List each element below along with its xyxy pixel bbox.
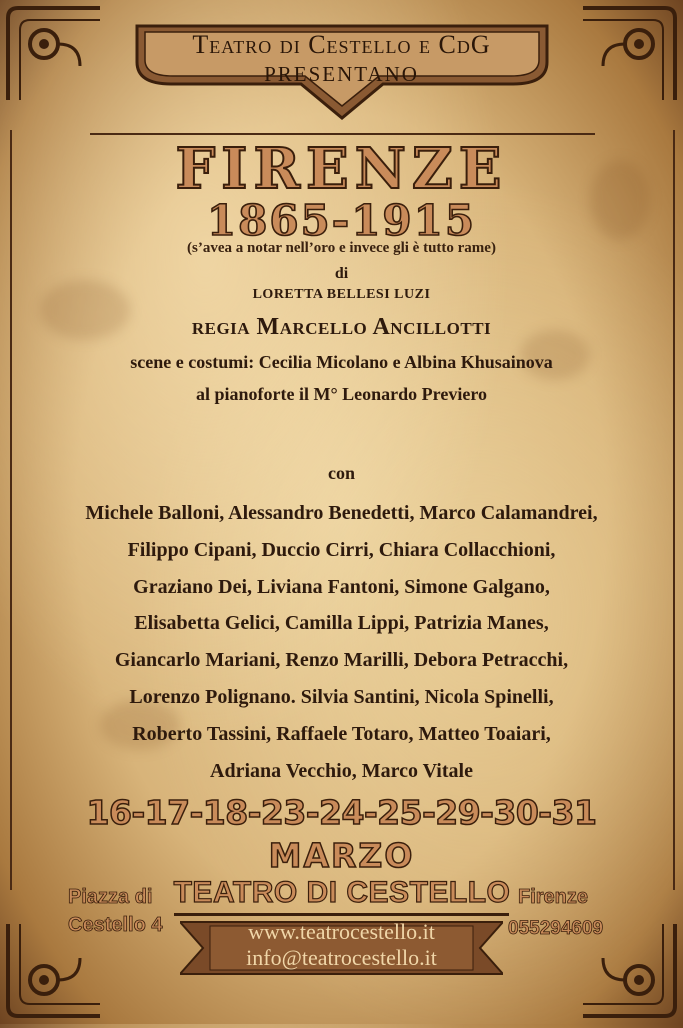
by-label: di <box>334 265 349 282</box>
cast-line: Michele Balloni, Alessandro Benedetti, Marco Calamandrei, <box>85 502 598 524</box>
presenter-names: Teatro di Cestello e CdG <box>192 30 491 59</box>
pianist-credit: al pianoforte il M° Leonardo Previero <box>196 384 487 404</box>
cast-line: Adriana Vecchio, Marco Vitale <box>210 759 473 782</box>
cast-intro: con <box>328 463 355 483</box>
address-line-1: Piazza di <box>68 886 153 908</box>
presenter-verb: PRESENTANO <box>264 62 419 86</box>
performance-dates: 16-17-18-23-24-25-29-30-31 <box>86 793 597 832</box>
cast-line: Lorenzo Polignano. Silvia Santini, Nicola Spinelli, <box>129 685 554 708</box>
show-subtitle: (s’avea a notar nell’oro e invece gli è tutto rame) <box>187 240 496 256</box>
city-name: Firenze <box>518 886 589 908</box>
email-link[interactable]: info@teatrocestello.it <box>246 945 437 970</box>
director-credit: regia Marcello Ancillotti <box>191 314 492 340</box>
cast-line: Graziano Dei, Liviana Fantoni, Simone Galgano, <box>133 575 550 598</box>
website-link[interactable]: www.teatrocestello.it <box>248 919 435 944</box>
divider-line <box>90 133 595 135</box>
cast-line: Elisabetta Gelici, Camilla Lippi, Patrizia Manes, <box>134 612 549 635</box>
venue-name: TEATRO DI CESTELLO <box>173 876 511 909</box>
cast-line: Roberto Tassini, Raffaele Totaro, Matteo Toaiari, <box>132 722 551 745</box>
cast-list <box>0 495 683 789</box>
show-title: FIRENZE <box>175 136 508 202</box>
author-name: LORETTA BELLESI LUZI <box>252 287 431 302</box>
costume-credit: scene e costumi: Cecilia Micolano e Albina Khusainova <box>130 352 553 372</box>
cast-line: Giancarlo Mariani, Renzo Marilli, Debora Petracchi, <box>114 649 569 672</box>
show-years: 1865-1915 <box>206 196 477 245</box>
phone-number: 055294609 <box>508 918 604 939</box>
address-line-2: Cestello 4 <box>68 914 163 936</box>
cast-line: Filippo Cipani, Duccio Cirri, Chiara Collacchioni, <box>127 538 556 561</box>
performance-month: MARZO <box>268 836 415 875</box>
